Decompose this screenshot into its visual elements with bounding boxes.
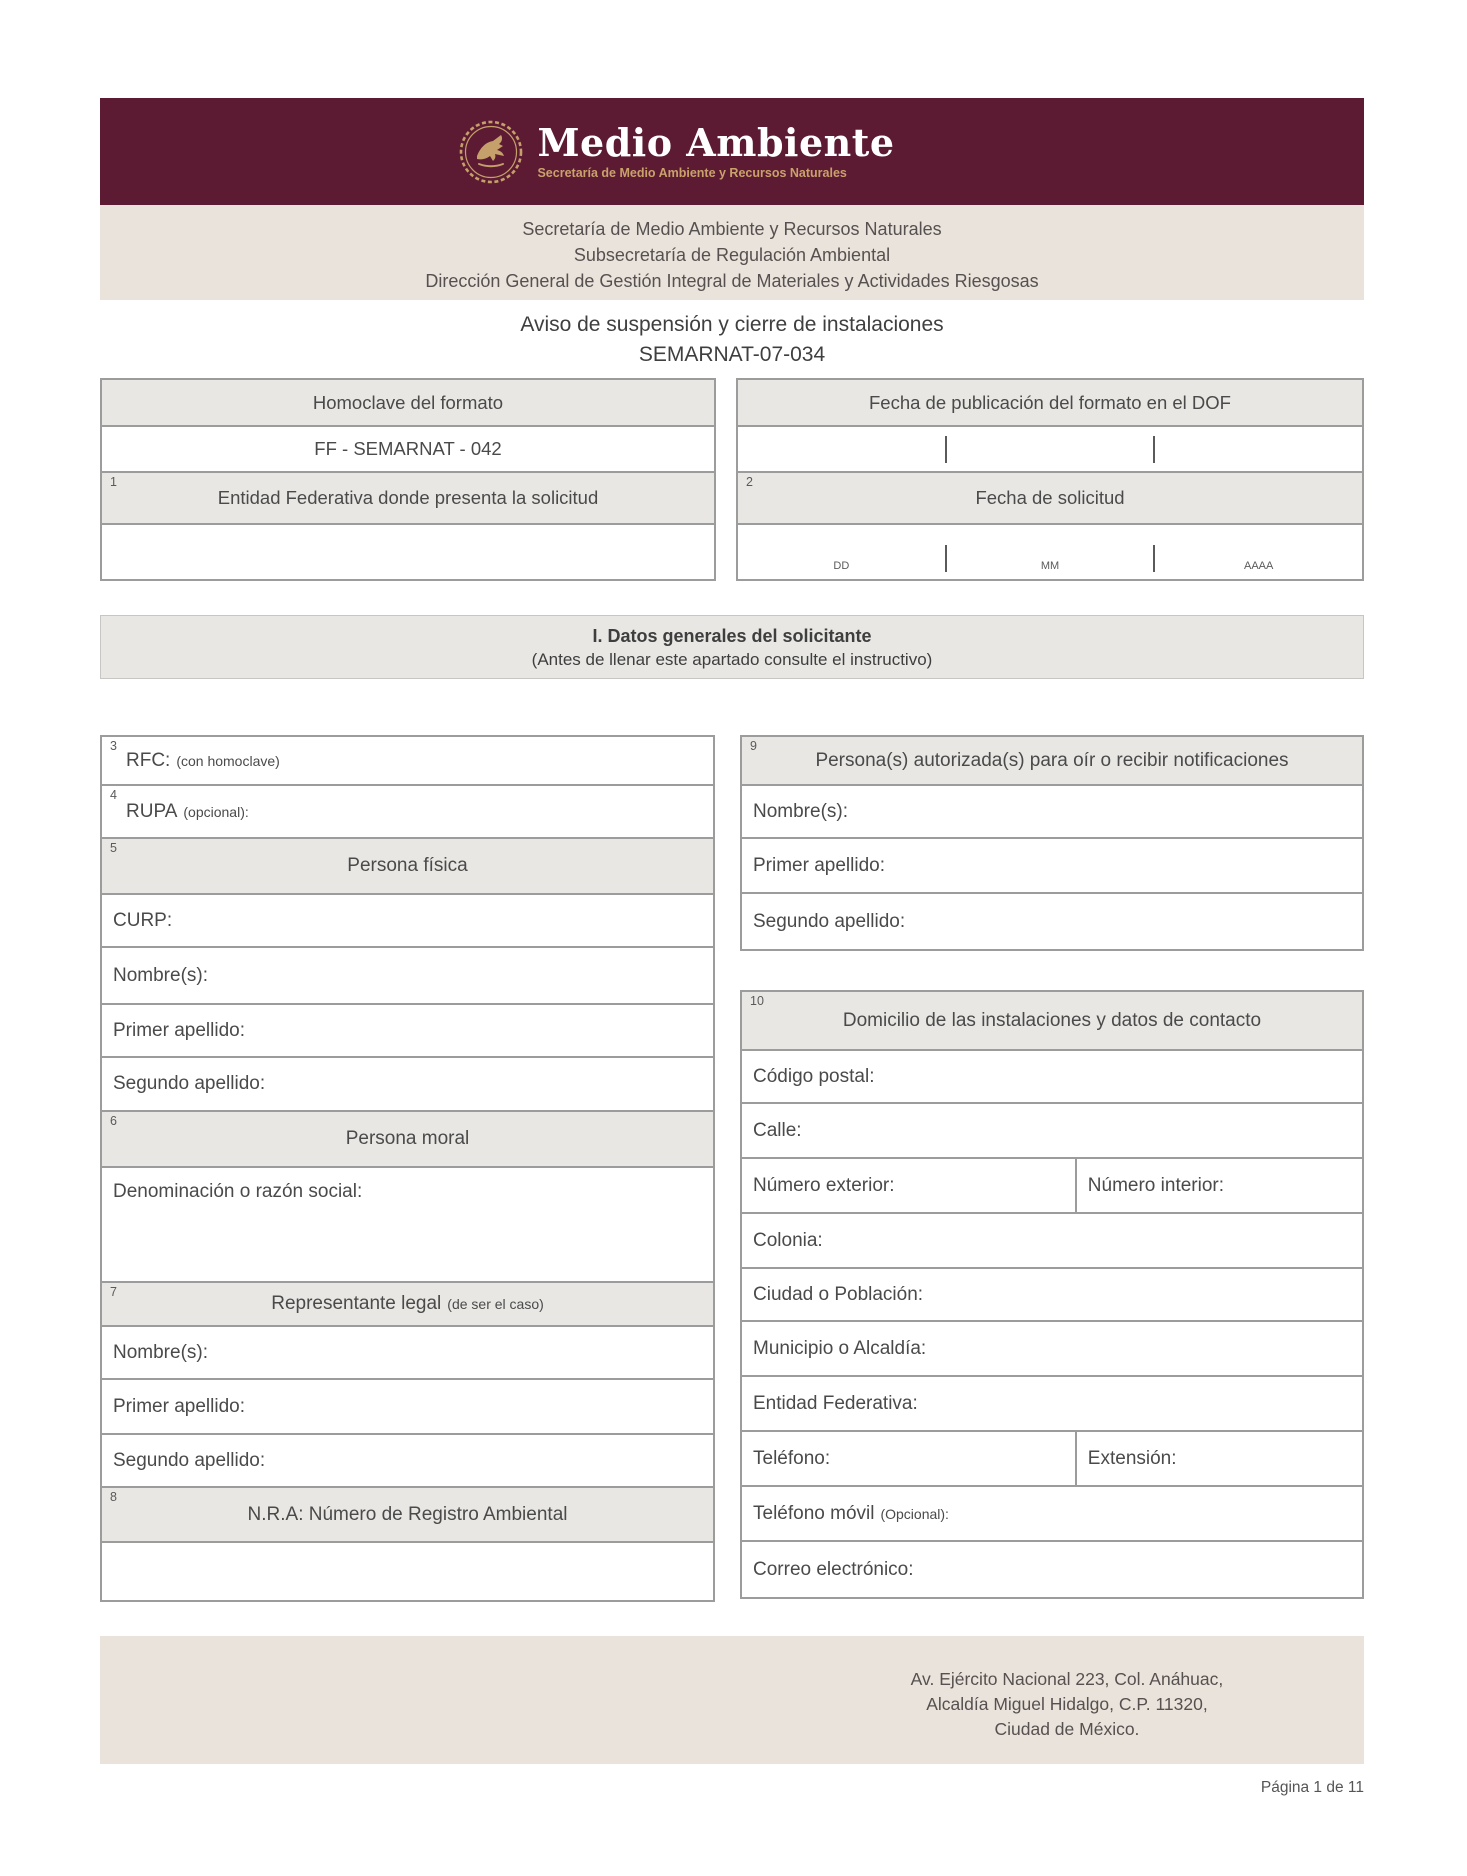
- rep-nombres-label: Nombre(s):: [113, 1341, 209, 1363]
- telefono-movil-label: Teléfono móvil: [753, 1502, 875, 1524]
- persona-moral-header: [102, 1110, 713, 1166]
- section-1-subtitle: (Antes de llenar este apartado consulte el instructivo): [531, 650, 933, 669]
- address-line: Alcaldía Miguel Hidalgo, C.P. 11320,: [926, 1694, 1208, 1714]
- auth-nombres-label: Nombre(s):: [753, 800, 849, 822]
- month-cell[interactable]: [947, 560, 1154, 572]
- denominacion-label: Denominación o razón social:: [113, 1181, 363, 1202]
- date-separator: [1153, 436, 1155, 463]
- mm-label: MM: [1040, 560, 1060, 572]
- org-band: [100, 205, 1364, 300]
- document-code: SEMARNAT-07-034: [638, 343, 826, 366]
- fecha-box: [736, 378, 1364, 581]
- rep-segundo-apellido-label: Segundo apellido:: [113, 1449, 266, 1471]
- entidad-federativa-field[interactable]: [742, 1375, 1362, 1430]
- brand-text: [537, 119, 895, 181]
- field-number: 4: [110, 788, 117, 802]
- numero-exterior-label: Número exterior:: [753, 1174, 895, 1196]
- domicilio-header: [742, 992, 1362, 1049]
- correo-field[interactable]: [742, 1540, 1362, 1597]
- field-number: 8: [110, 1490, 117, 1504]
- segundo-apellido-label: Segundo apellido:: [113, 1073, 266, 1094]
- numero-interior-label: Número interior:: [1087, 1174, 1225, 1196]
- auth-segundo-apellido-field[interactable]: [742, 892, 1362, 949]
- primer-apellido-label: Primer apellido:: [113, 1019, 245, 1041]
- entidad-presenta-field[interactable]: [102, 523, 714, 579]
- colonia-label: Colonia:: [753, 1229, 823, 1251]
- form-page: [100, 0, 1364, 1797]
- persona-fisica-label: Persona física: [347, 855, 468, 876]
- telefono-row: [742, 1430, 1362, 1485]
- entidad-presenta-label: Entidad Federativa donde presenta la solicitud: [217, 487, 599, 508]
- municipio-label: Municipio o Alcaldía:: [753, 1337, 927, 1359]
- persona-autorizada-label: Persona(s) autorizada(s) para oír o recibir notificaciones: [815, 749, 1289, 771]
- persona-moral-label: Persona moral: [345, 1128, 470, 1149]
- dof-header-label: Fecha de publicación del formato en el DOF: [869, 391, 1231, 413]
- correo-label: Correo electrónico:: [753, 1558, 914, 1580]
- date-separator: [945, 436, 947, 463]
- field-number: 3: [110, 739, 117, 753]
- persona-autorizada-header: [742, 737, 1362, 784]
- dof-date-field[interactable]: [738, 425, 1362, 471]
- brand-title: Medio Ambiente: [537, 119, 895, 165]
- rfc-label: RFC:: [126, 749, 171, 771]
- field-number: 7: [110, 1285, 117, 1299]
- day-cell[interactable]: [738, 560, 945, 572]
- auth-primer-apellido-field[interactable]: [742, 837, 1362, 892]
- telefono-label: Teléfono:: [753, 1447, 831, 1469]
- auth-nombres-field[interactable]: [742, 784, 1362, 837]
- field-number: 5: [110, 841, 117, 855]
- coat-of-arms-icon: [459, 120, 523, 184]
- curp-label: CURP:: [113, 909, 173, 931]
- homoclave-header-label: Homoclave del formato: [312, 391, 504, 413]
- numero-exterior-field[interactable]: [742, 1159, 1077, 1212]
- auth-segundo-apellido-label: Segundo apellido:: [753, 910, 906, 932]
- address-line: Av. Ejército Nacional 223, Col. Anáhuac,: [910, 1669, 1224, 1689]
- calle-field[interactable]: [742, 1102, 1362, 1157]
- page-number: Página 1 de 11: [1260, 1779, 1364, 1796]
- field-number: 10: [750, 994, 764, 1008]
- address-line: Ciudad de México.: [994, 1719, 1140, 1739]
- representante-legal-note: (de ser el caso): [447, 1296, 544, 1312]
- field-number: 1: [110, 475, 117, 489]
- extension-field[interactable]: [1077, 1432, 1362, 1485]
- rfc-field[interactable]: [102, 737, 713, 784]
- entidad-federativa-label: Entidad Federativa:: [753, 1392, 918, 1414]
- representante-legal-label: Representante legal: [271, 1293, 442, 1314]
- aaaa-label: AAAA: [1244, 560, 1274, 572]
- solicitante-stack: [100, 735, 715, 1602]
- dd-label: DD: [833, 560, 850, 572]
- domicilio-label: Domicilio de las instalaciones y datos de contacto: [842, 1009, 1262, 1031]
- rupa-label: RUPA: [126, 800, 178, 822]
- rep-primer-apellido-field[interactable]: [102, 1378, 713, 1433]
- footer-address: [770, 1667, 1364, 1742]
- codigo-postal-field[interactable]: [742, 1049, 1362, 1102]
- dof-header: [738, 380, 1362, 425]
- fecha-solicitud-header: [738, 471, 1362, 523]
- org-line: Dirección General de Gestión Integral de Materiales y Actividades Riesgosas: [425, 271, 1039, 291]
- rupa-field[interactable]: [102, 784, 713, 837]
- field-number: 2: [746, 475, 753, 489]
- field-number: 6: [110, 1114, 117, 1128]
- colonia-field[interactable]: [742, 1212, 1362, 1267]
- nra-header: [102, 1486, 713, 1541]
- codigo-postal-label: Código postal:: [753, 1065, 875, 1087]
- auth-primer-apellido-label: Primer apellido:: [753, 854, 885, 876]
- org-line: Secretaría de Medio Ambiente y Recursos Naturales: [522, 219, 942, 239]
- nombres-label: Nombre(s):: [113, 964, 209, 986]
- header-band: [100, 98, 1364, 205]
- entidad-presenta-header: [102, 471, 714, 523]
- nra-label: N.R.A: Número de Registro Ambiental: [247, 1503, 568, 1525]
- extension-label: Extensión:: [1087, 1447, 1177, 1469]
- meta-boxes: [100, 378, 1364, 581]
- homoclave-value: [102, 425, 714, 471]
- dof-date-cells: [738, 427, 1362, 471]
- homoclave-box: [100, 378, 716, 581]
- right-column: [740, 735, 1364, 1599]
- autorizada-stack: [740, 735, 1364, 951]
- calle-label: Calle:: [753, 1119, 802, 1141]
- homoclave-header: [102, 380, 714, 425]
- nombres-field[interactable]: [102, 946, 713, 1003]
- telefono-movil-note: (Opcional):: [880, 1505, 949, 1522]
- org-line: Subsecretaría de Regulación Ambiental: [573, 245, 891, 265]
- fecha-solicitud-label: Fecha de solicitud: [975, 487, 1125, 508]
- rupa-note: (opcional):: [183, 803, 249, 820]
- year-cell[interactable]: [1155, 560, 1362, 572]
- persona-fisica-header: [102, 837, 713, 893]
- numero-row: [742, 1157, 1362, 1212]
- document-title: Aviso de suspensión y cierre de instalaciones: [520, 313, 944, 336]
- left-column: [100, 735, 715, 1602]
- municipio-field[interactable]: [742, 1320, 1362, 1375]
- representante-legal-header: [102, 1281, 713, 1325]
- section-1-title: I. Datos generales del solicitante: [592, 626, 872, 646]
- segundo-apellido-field[interactable]: [102, 1056, 713, 1110]
- footer-band: [100, 1636, 1364, 1764]
- document-title-block: [100, 310, 1364, 370]
- brand-subtitle: Secretaría de Medio Ambiente y Recursos Naturales: [537, 166, 847, 181]
- telefono-movil-field[interactable]: [742, 1485, 1362, 1540]
- primer-apellido-field[interactable]: [102, 1003, 713, 1056]
- rep-segundo-apellido-field[interactable]: [102, 1433, 713, 1486]
- fields-area: [100, 735, 1364, 1602]
- numero-interior-field[interactable]: [1077, 1159, 1362, 1212]
- nra-field[interactable]: [102, 1541, 713, 1600]
- domicilio-stack: [740, 990, 1364, 1599]
- brand-group: [459, 120, 894, 184]
- ciudad-field[interactable]: [742, 1267, 1362, 1320]
- solicitud-date-cells: [738, 525, 1362, 579]
- rep-primer-apellido-label: Primer apellido:: [113, 1395, 245, 1417]
- fecha-solicitud-field[interactable]: [738, 523, 1362, 579]
- curp-field[interactable]: [102, 893, 713, 946]
- denominacion-field[interactable]: [102, 1166, 713, 1281]
- rfc-note: (con homoclave): [176, 752, 280, 769]
- section-1-header: [100, 615, 1364, 679]
- telefono-field[interactable]: [742, 1432, 1077, 1485]
- homoclave-value-text: FF - SEMARNAT - 042: [314, 438, 502, 459]
- rep-nombres-field[interactable]: [102, 1325, 713, 1378]
- ciudad-label: Ciudad o Población:: [753, 1283, 924, 1305]
- field-number: 9: [750, 739, 757, 753]
